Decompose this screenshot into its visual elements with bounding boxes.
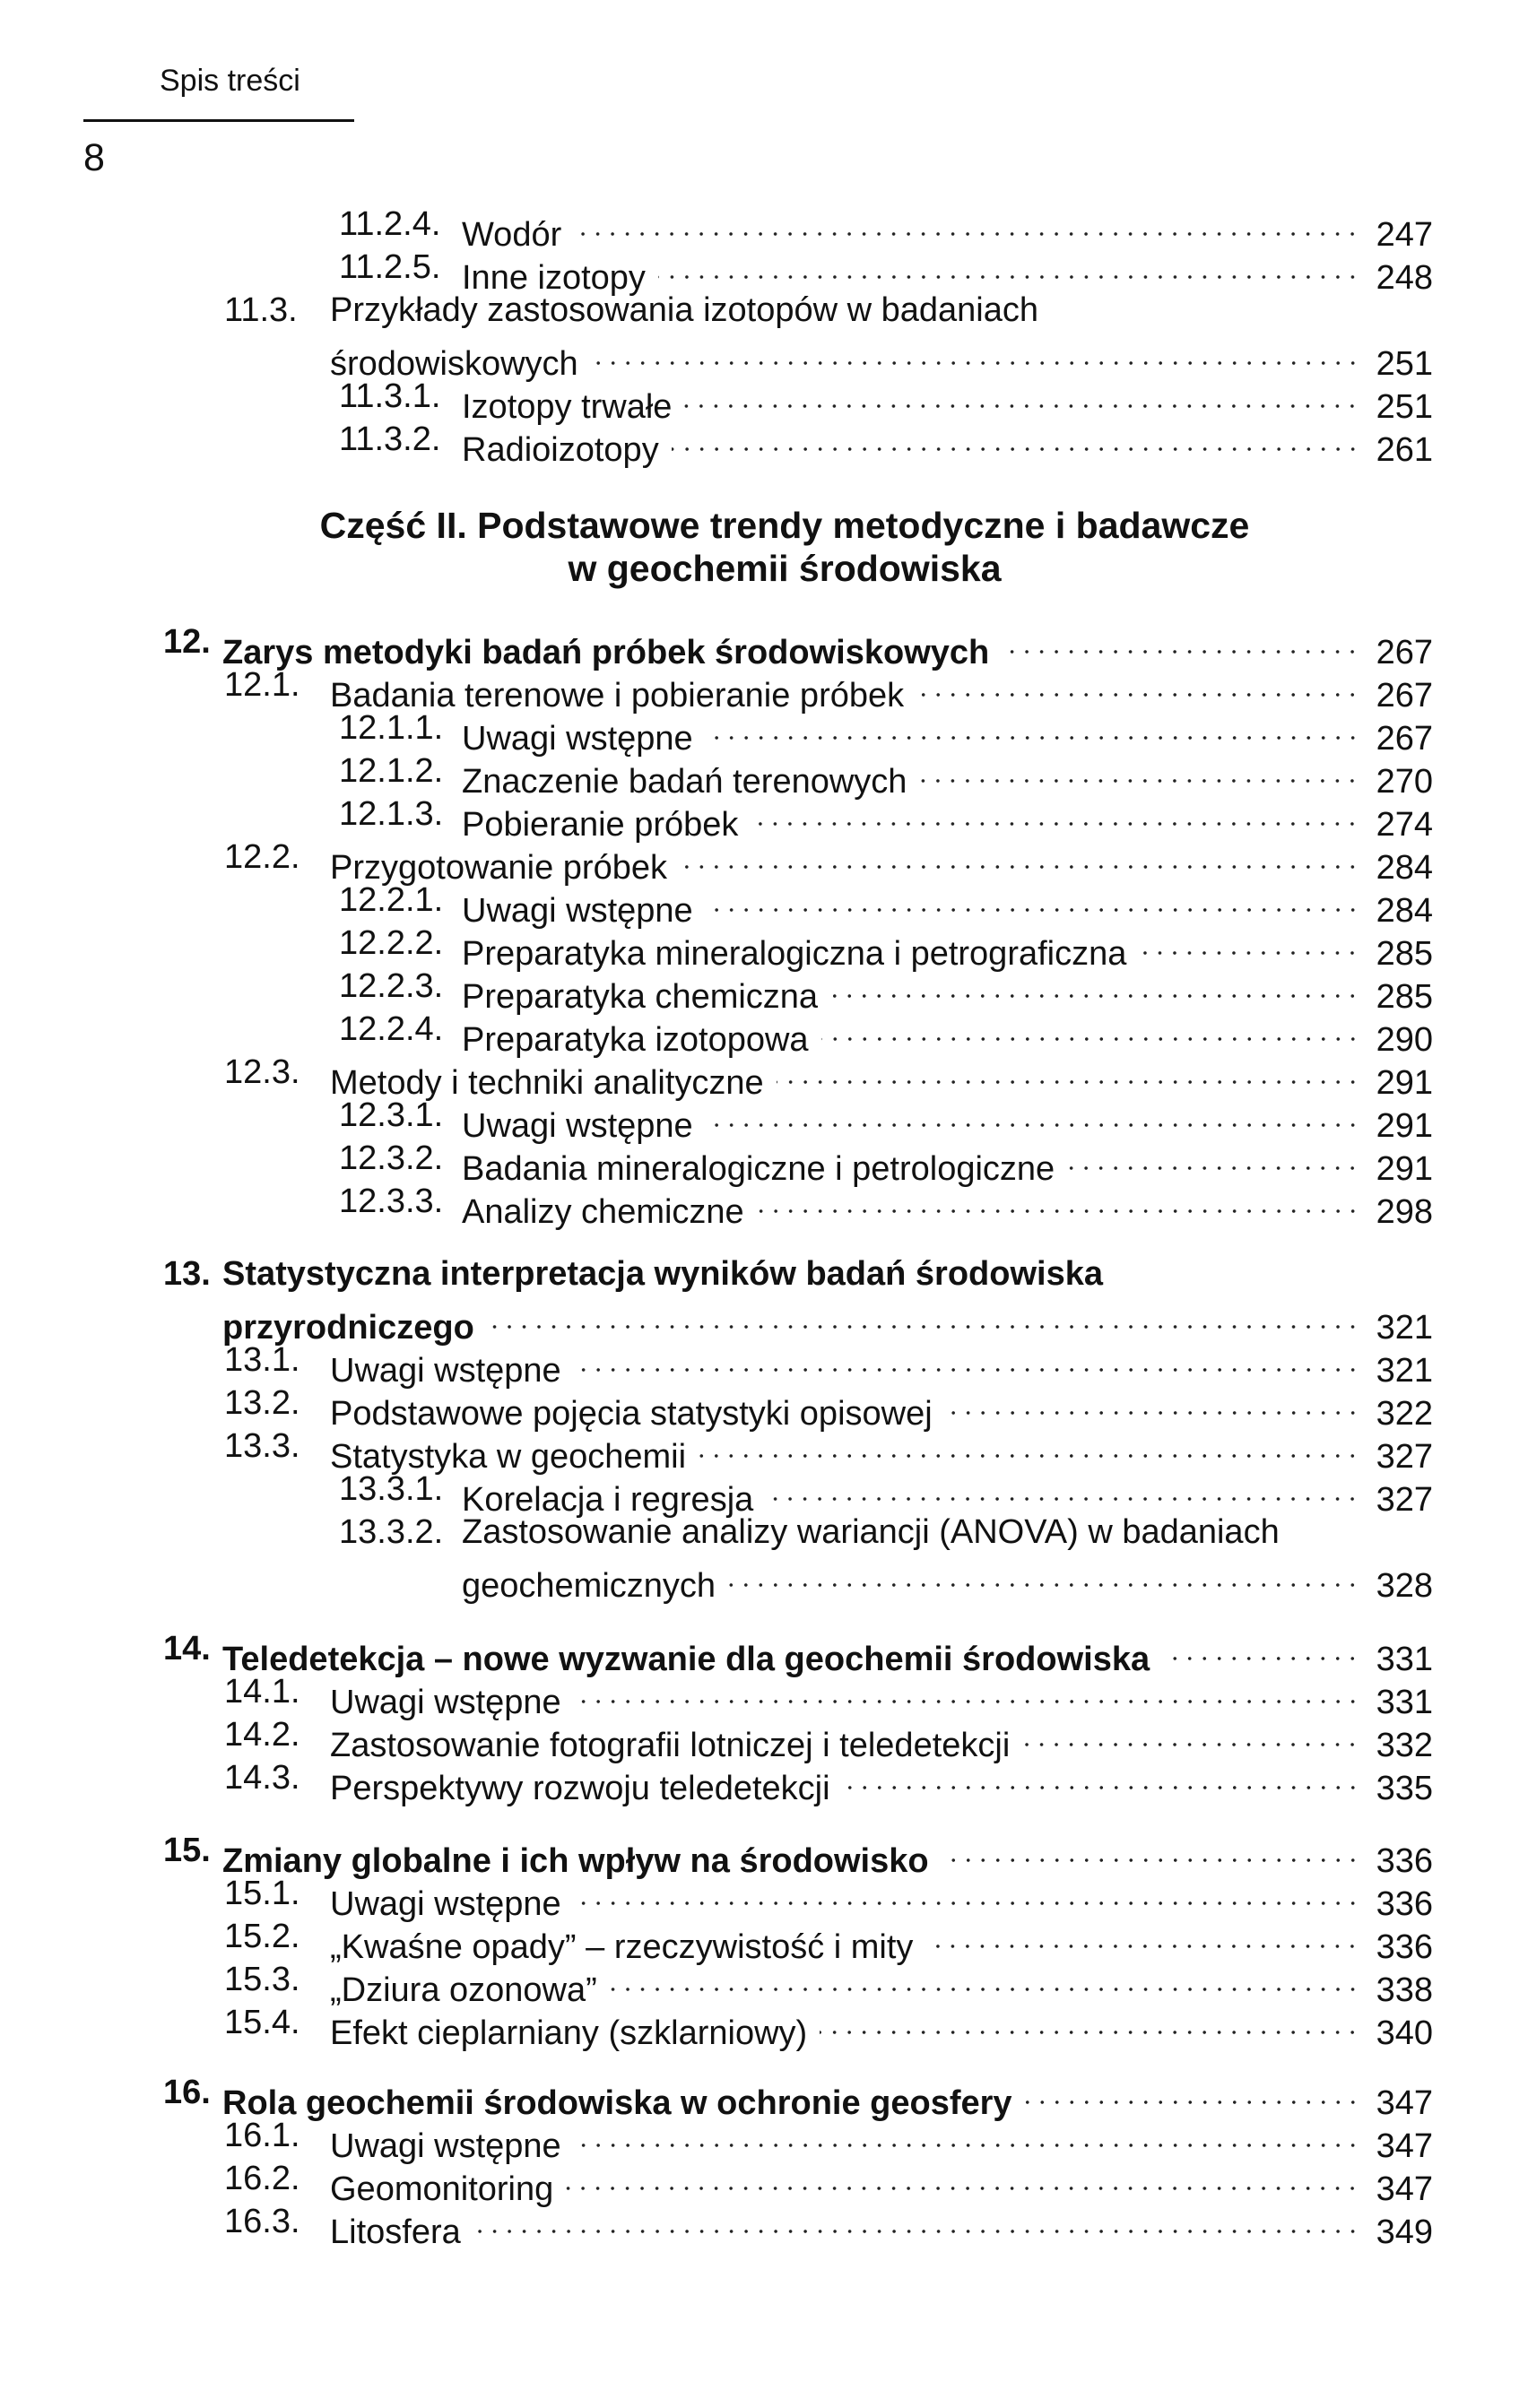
toc-entry-15-2[interactable]	[0, 1915, 1528, 1966]
chapter-title: Zmiany globalne i ich wpływ na środowisko	[222, 1842, 929, 1880]
dot-leader	[1162, 1627, 1359, 1670]
dot-leader	[1002, 620, 1359, 663]
entry-number: 16.2.	[224, 2160, 300, 2197]
dot-leader	[728, 1554, 1360, 1597]
entry-page: 285	[1376, 978, 1433, 1016]
entry-page: 251	[1376, 345, 1433, 383]
entry-page: 321	[1376, 1352, 1433, 1390]
entry-page: 322	[1376, 1395, 1433, 1433]
entry-title: Uwagi wstępne	[462, 720, 693, 758]
dot-leader	[1067, 1137, 1359, 1180]
dot-leader	[672, 418, 1360, 461]
entry-number: 14.3.	[224, 1759, 300, 1797]
entry-page: 332	[1376, 1727, 1433, 1764]
dot-leader	[919, 749, 1359, 793]
entry-page: 327	[1376, 1438, 1433, 1476]
toc-entry-12-1[interactable]	[0, 663, 1528, 715]
dot-leader	[473, 2200, 1360, 2243]
toc-entry-13-2[interactable]	[0, 1382, 1528, 1433]
toc-entry-11-3-2[interactable]	[0, 418, 1528, 469]
dot-leader	[706, 706, 1360, 749]
entry-number: 12.3.1.	[339, 1096, 444, 1134]
chapter-title: przyrodniczego	[222, 1309, 474, 1347]
toc-entry-12-3-2[interactable]	[0, 1137, 1528, 1188]
toc-entry-12-3-3[interactable]	[0, 1180, 1528, 1231]
toc-entry-11-2-4[interactable]	[0, 203, 1528, 254]
dot-leader	[843, 1756, 1360, 1799]
dot-leader	[566, 2157, 1359, 2200]
dot-leader	[487, 1295, 1360, 1338]
entry-number: 12.1.	[224, 666, 300, 704]
entry-page: 291	[1376, 1107, 1433, 1145]
dot-leader	[945, 1382, 1360, 1425]
entry-title: Statystyka w geochemii	[330, 1438, 687, 1476]
entry-page: 347	[1376, 2127, 1433, 2165]
chapter-title: Zarys metodyki badań próbek środowiskowych	[222, 634, 990, 671]
entry-title: „Kwaśne opady” – rzeczywistość i mity	[330, 1928, 914, 1966]
entry-title: Perspektywy rozwoju teledetekcji	[330, 1770, 830, 1807]
entry-number: 12.3.2.	[339, 1139, 444, 1177]
part-heading-line2: w geochemii środowiska	[568, 548, 1002, 589]
entry-number: 14.2.	[224, 1716, 300, 1754]
entry-number: 13.3.2.	[339, 1513, 444, 1551]
dot-leader	[942, 1829, 1360, 1872]
entry-number: 16.1.	[224, 2117, 300, 2154]
toc-entry-12-2-2[interactable]	[0, 922, 1528, 973]
entry-page: 336	[1376, 1928, 1433, 1966]
toc-chapter-12[interactable]	[0, 620, 1528, 671]
header-rule	[83, 119, 354, 122]
entry-page: 336	[1376, 1842, 1433, 1880]
entry-title: geochemicznych	[462, 1567, 716, 1605]
entry-title: Preparatyka mineralogiczna i petrograficzna	[462, 935, 1127, 973]
dot-leader	[1025, 2071, 1360, 2114]
entry-title: Przykłady zastosowania izotopów w badaniach	[330, 291, 1038, 329]
entry-page: 291	[1376, 1064, 1433, 1102]
toc-entry-14-3[interactable]	[0, 1756, 1528, 1807]
dot-leader	[925, 1915, 1359, 1958]
entry-title: Badania mineralogiczne i petrologiczne	[462, 1150, 1055, 1188]
entry-number: 12.2.4.	[339, 1010, 444, 1048]
entry-title: „Dziura ozonowa”	[330, 1971, 597, 2009]
entry-title: Litosfera	[330, 2213, 461, 2251]
toc-entry-13-3-2-continued[interactable]	[0, 1554, 1528, 1605]
entry-page: 328	[1376, 1567, 1433, 1605]
toc-entry-11-3-1[interactable]	[0, 375, 1528, 426]
toc-entry-13-1[interactable]	[0, 1338, 1528, 1390]
toc-entry-12-3[interactable]	[0, 1051, 1528, 1102]
toc-entry-16-1[interactable]	[0, 2114, 1528, 2165]
toc-entry-12-2[interactable]	[0, 836, 1528, 887]
entry-title: Wodór	[462, 216, 562, 254]
dot-leader	[830, 965, 1360, 1008]
entry-title: Uwagi wstępne	[330, 1885, 561, 1923]
dot-leader	[706, 1094, 1360, 1137]
entry-title: Preparatyka chemiczna	[462, 978, 819, 1016]
entry-number: 13.1.	[224, 1341, 300, 1379]
dot-leader	[766, 1468, 1359, 1511]
entry-number: 12.3.3.	[339, 1182, 444, 1220]
entry-title: Uwagi wstępne	[330, 1352, 561, 1390]
entry-number: 12.2.	[224, 838, 300, 876]
entry-title: Pobieranie próbek	[462, 806, 739, 844]
page-number: 8	[83, 136, 105, 179]
entry-title: Inne izotopy	[462, 259, 646, 297]
entry-number: 11.3.	[224, 291, 298, 329]
entry-title: Preparatyka izotopowa	[462, 1021, 809, 1059]
entry-page: 247	[1376, 216, 1433, 254]
part-heading-line1: Część II. Podstawowe trendy metodyczne i badawcze	[319, 505, 1250, 546]
dot-leader	[591, 332, 1360, 375]
entry-number: 12.2.2.	[339, 924, 444, 962]
toc-entry-13-3-1[interactable]	[0, 1468, 1528, 1519]
entry-number: 11.3.2.	[339, 420, 441, 458]
toc-entry-11-3-continued[interactable]	[0, 332, 1528, 383]
chapter-number: 14.	[163, 1630, 211, 1667]
entry-title: Zastosowanie fotografii lotniczej i teledetekcji	[330, 1727, 1011, 1764]
entry-page: 347	[1376, 2084, 1433, 2122]
entry-page: 340	[1376, 2014, 1433, 2052]
dot-leader	[574, 2114, 1360, 2157]
entry-title: Efekt cieplarniany (szklarniowy)	[330, 2014, 808, 2052]
entry-page: 267	[1376, 634, 1433, 671]
running-title: Spis treści	[160, 64, 300, 98]
dot-leader	[574, 1872, 1360, 1915]
toc-entry-14-2[interactable]	[0, 1713, 1528, 1764]
entry-page: 298	[1376, 1193, 1433, 1231]
entry-page: 284	[1376, 892, 1433, 930]
dot-leader	[1139, 922, 1359, 965]
entry-number: 16.3.	[224, 2203, 300, 2240]
chapter-number: 15.	[163, 1832, 211, 1869]
entry-number: 11.3.1.	[339, 377, 441, 415]
toc-entry-13-3-2[interactable]	[0, 1511, 1528, 1554]
entry-number: 12.2.1.	[339, 881, 444, 919]
entry-title: Uwagi wstępne	[462, 892, 693, 930]
toc-entry-14-1[interactable]	[0, 1670, 1528, 1721]
dot-leader	[574, 1670, 1360, 1713]
entry-page: 335	[1376, 1770, 1433, 1807]
dot-leader	[699, 1425, 1360, 1468]
entry-number: 12.1.1.	[339, 709, 444, 747]
entry-page: 274	[1376, 806, 1433, 844]
toc-entry-12-1-2[interactable]	[0, 749, 1528, 801]
entry-page: 251	[1376, 388, 1433, 426]
chapter-number: 12.	[163, 623, 211, 661]
entry-page: 338	[1376, 1971, 1433, 2009]
entry-page: 327	[1376, 1481, 1433, 1519]
toc-entry-15-4[interactable]	[0, 2001, 1528, 2052]
toc-entry-11-3[interactable]	[0, 289, 1528, 332]
entry-title: Uwagi wstępne	[330, 2127, 561, 2165]
entry-title: Geomonitoring	[330, 2170, 554, 2208]
dot-leader	[757, 1180, 1360, 1223]
dot-leader	[610, 1958, 1360, 2001]
entry-title: Radioizotopy	[462, 431, 659, 469]
toc-entry-12-3-1[interactable]	[0, 1094, 1528, 1145]
entry-title: Analizy chemiczne	[462, 1193, 744, 1231]
toc-entry-12-1-3[interactable]	[0, 793, 1528, 844]
toc-chapter-16[interactable]	[0, 2071, 1528, 2122]
chapter-number: 13.	[163, 1255, 211, 1293]
dot-leader	[1022, 1713, 1359, 1756]
dot-leader	[706, 879, 1360, 922]
entry-title: Uwagi wstępne	[462, 1107, 693, 1145]
toc-entry-12-1-1[interactable]	[0, 706, 1528, 758]
entry-title: Izotopy trwałe	[462, 388, 673, 426]
entry-number: 11.2.5.	[339, 248, 441, 286]
chapter-title: Statystyczna interpretacja wyników badań środowiska	[222, 1255, 1103, 1293]
toc-entry-16-2[interactable]	[0, 2157, 1528, 2208]
toc-chapter-13-continued[interactable]	[0, 1295, 1528, 1347]
dot-leader	[680, 836, 1360, 879]
toc-entry-16-3[interactable]	[0, 2200, 1528, 2251]
entry-number: 15.4.	[224, 2004, 300, 2041]
entry-number: 15.2.	[224, 1918, 300, 1955]
entry-page: 347	[1376, 2170, 1433, 2208]
entry-page: 267	[1376, 677, 1433, 715]
toc-entry-12-2-3[interactable]	[0, 965, 1528, 1016]
entry-number: 12.1.3.	[339, 795, 444, 833]
chapter-number: 16.	[163, 2074, 211, 2111]
dot-leader	[777, 1051, 1360, 1094]
entry-title: Metody i techniki analityczne	[330, 1064, 764, 1102]
dot-leader	[684, 375, 1359, 418]
entry-page: 261	[1376, 431, 1433, 469]
entry-title: Badania terenowe i pobieranie próbek	[330, 677, 905, 715]
entry-number: 12.2.3.	[339, 967, 444, 1005]
entry-title: Uwagi wstępne	[330, 1684, 561, 1721]
entry-page: 284	[1376, 849, 1433, 887]
entry-title: Korelacja i regresja	[462, 1481, 754, 1519]
dot-leader	[574, 1338, 1360, 1382]
entry-page: 285	[1376, 935, 1433, 973]
dot-leader	[751, 793, 1359, 836]
entry-number: 13.3.1.	[339, 1470, 444, 1508]
chapter-title: Rola geochemii środowiska w ochronie geosfery	[222, 2084, 1012, 2122]
entry-number: 13.3.	[224, 1427, 300, 1465]
toc-entry-15-3[interactable]	[0, 1958, 1528, 2009]
dot-leader	[658, 246, 1360, 289]
entry-page: 248	[1376, 259, 1433, 297]
entry-page: 331	[1376, 1641, 1433, 1678]
entry-title: środowiskowych	[330, 345, 578, 383]
entry-number: 12.3.	[224, 1053, 300, 1091]
entry-page: 349	[1376, 2213, 1433, 2251]
entry-page: 321	[1376, 1309, 1433, 1347]
entry-page: 267	[1376, 720, 1433, 758]
entry-title: Podstawowe pojęcia statystyki opisowej	[330, 1395, 933, 1433]
toc-chapter-14[interactable]	[0, 1627, 1528, 1678]
entry-page: 291	[1376, 1150, 1433, 1188]
entry-number: 15.3.	[224, 1961, 300, 1998]
toc-entry-15-1[interactable]	[0, 1872, 1528, 1923]
toc-chapter-13[interactable]	[0, 1252, 1528, 1295]
entry-number: 11.2.4.	[339, 205, 441, 243]
entry-title: Zastosowanie analizy wariancji (ANOVA) w badaniach	[462, 1513, 1280, 1551]
entry-page: 331	[1376, 1684, 1433, 1721]
toc-chapter-15[interactable]	[0, 1829, 1528, 1880]
entry-number: 12.1.2.	[339, 752, 444, 790]
toc-entry-12-2-4[interactable]	[0, 1008, 1528, 1059]
entry-page: 290	[1376, 1021, 1433, 1059]
entry-number: 15.1.	[224, 1875, 300, 1912]
dot-leader	[820, 2001, 1359, 2044]
entry-page: 270	[1376, 763, 1433, 801]
toc-entry-11-2-5[interactable]	[0, 246, 1528, 297]
chapter-title: Teledetekcja – nowe wyzwanie dla geochemii środowiska	[222, 1641, 1150, 1678]
dot-leader	[574, 203, 1359, 246]
entry-page: 336	[1376, 1885, 1433, 1923]
toc-entry-12-2-1[interactable]	[0, 879, 1528, 930]
entry-number: 14.1.	[224, 1673, 300, 1711]
entry-number: 13.2.	[224, 1384, 300, 1422]
entry-title: Przygotowanie próbek	[330, 849, 667, 887]
dot-leader	[916, 663, 1359, 706]
dot-leader	[821, 1008, 1360, 1051]
entry-title: Znaczenie badań terenowych	[462, 763, 907, 801]
toc-entry-13-3[interactable]	[0, 1425, 1528, 1476]
